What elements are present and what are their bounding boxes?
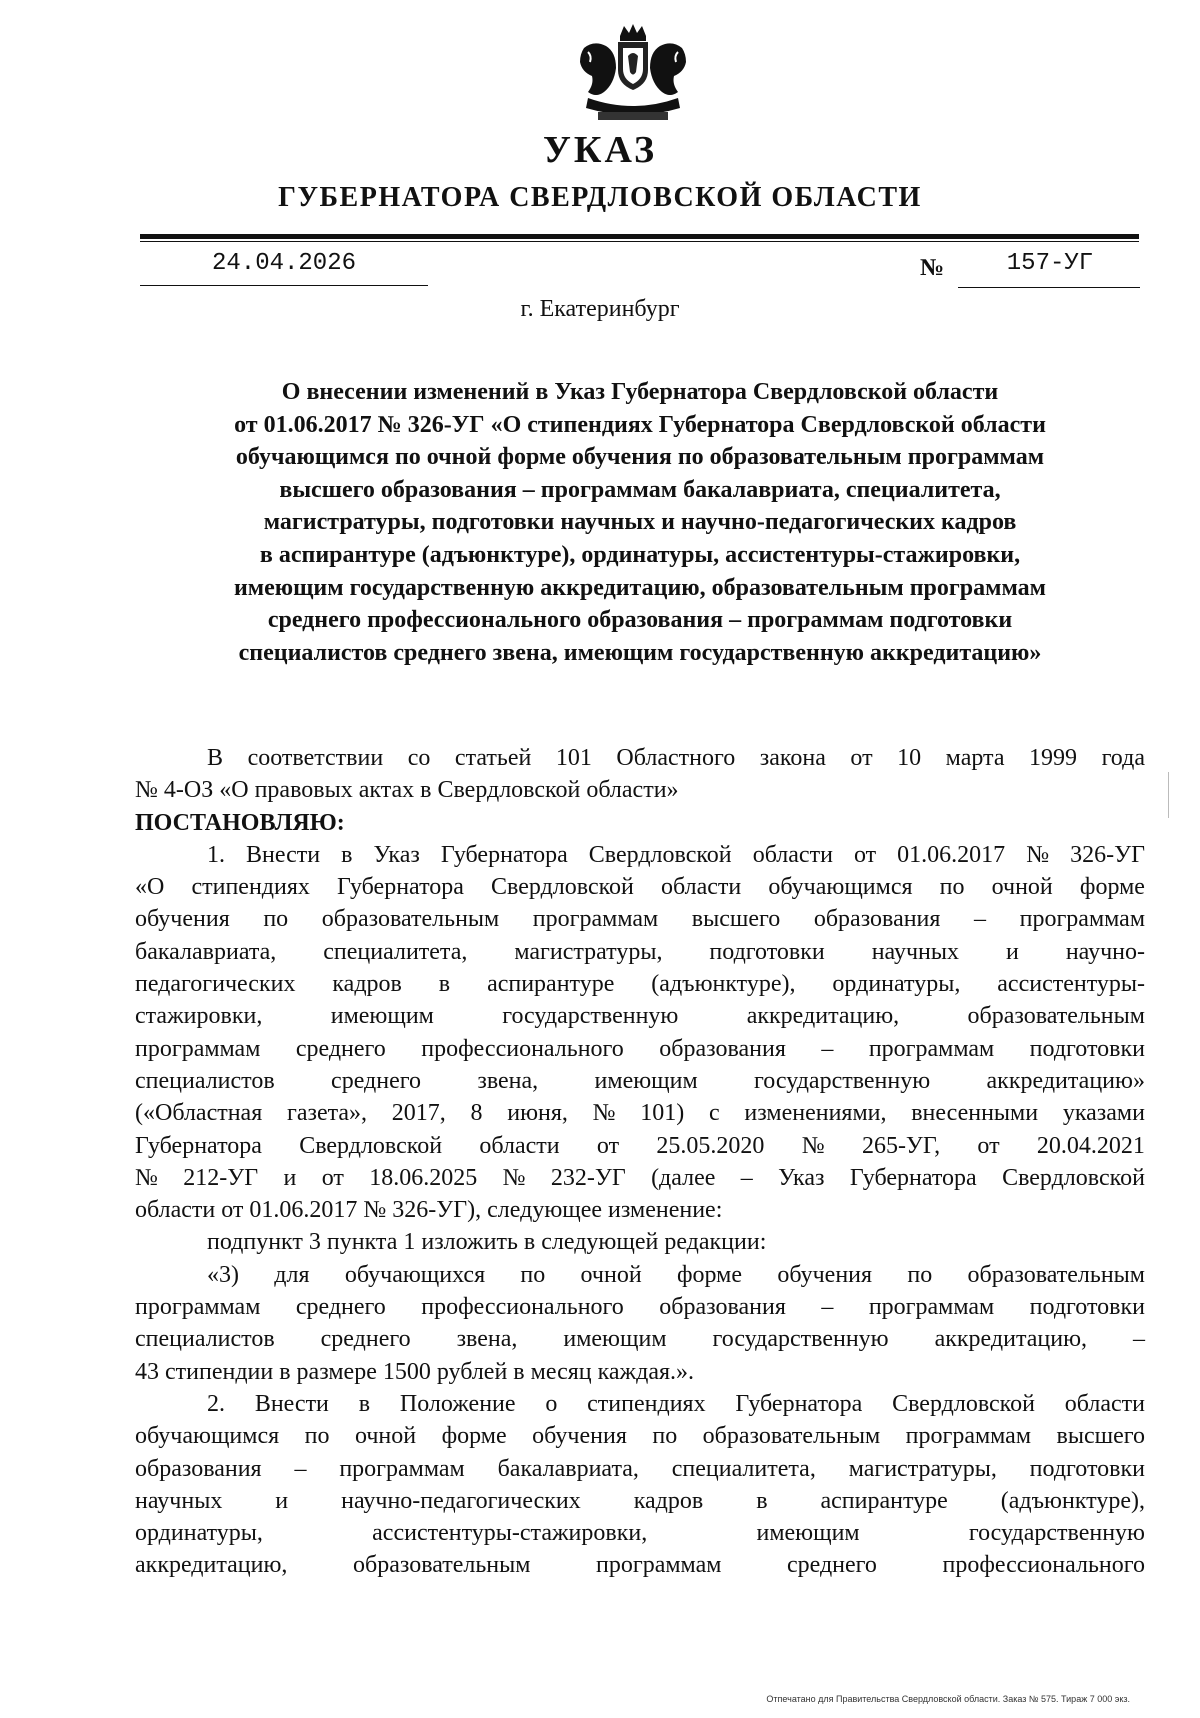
body-word: форме — [676, 1261, 743, 1288]
body-word: Положение — [399, 1390, 516, 1417]
body-word: 101) — [640, 1100, 685, 1127]
body-word: образования — [659, 1294, 786, 1321]
body-word: «3) — [207, 1261, 239, 1288]
document-type-title: УКАЗ — [543, 129, 657, 171]
body-word: области — [661, 874, 742, 901]
body-word: образовательным — [321, 906, 500, 933]
body-line — [135, 1453, 1145, 1485]
body-word: № — [592, 1100, 616, 1127]
body-word: с — [709, 1100, 720, 1127]
body-word: обучающимся — [135, 1423, 280, 1450]
body-word: среднего — [786, 1552, 877, 1579]
body-word: программам — [868, 1035, 995, 1062]
body-word: высшего — [691, 906, 781, 933]
body-word: программам — [339, 1455, 465, 1482]
body-line — [135, 936, 1145, 968]
body-word: соответствии — [247, 745, 384, 771]
body-word: по — [907, 1261, 933, 1288]
body-word: образовательным — [967, 1261, 1145, 1288]
number-underline — [958, 287, 1140, 288]
body-line — [135, 1259, 1145, 1291]
body-word: 20.04.2021 — [1036, 1132, 1145, 1159]
header-divider-thin — [140, 241, 1139, 242]
body-word: в — [756, 1487, 768, 1514]
body-word: Внести — [246, 841, 321, 868]
body-line — [135, 1420, 1145, 1452]
body-word: Свердловской — [299, 1132, 443, 1159]
title-line: в аспирантуре (адъюнктуре), ординатуры, ассистентуры-стажировки, — [259, 541, 1021, 568]
body-word: среднего — [331, 1067, 421, 1094]
body-line — [135, 968, 1145, 1000]
body-word: обучающимся — [768, 874, 913, 901]
body-line: ПОСТАНОВЛЯЮ: — [135, 809, 345, 836]
body-word: изменениями, — [744, 1100, 887, 1127]
body-word: – — [294, 1455, 307, 1482]
body-word: бакалавриата, — [135, 938, 277, 965]
body-word: по — [939, 874, 965, 901]
body-word: высшего — [1056, 1423, 1145, 1450]
body-word: Губернатора — [440, 841, 568, 868]
decree-date: 24.04.2026 — [211, 250, 357, 277]
body-word: области — [752, 841, 833, 868]
body-word: среднего — [295, 1035, 386, 1062]
body-word: форме — [441, 1423, 507, 1450]
body-word: 8 — [470, 1100, 483, 1127]
body-word: марта — [945, 745, 1005, 771]
body-line: подпункт 3 пункта 1 изложить в следующей редакции: — [207, 1229, 767, 1256]
body-word: июня, — [507, 1100, 568, 1127]
body-line — [135, 1517, 1145, 1549]
body-word: в — [341, 841, 353, 868]
body-word: образовательным — [352, 1552, 531, 1579]
body-word: 101 — [555, 745, 592, 771]
body-word: научно-педагогических — [341, 1487, 581, 1514]
decree-title — [140, 376, 1140, 669]
body-word: стажировки, — [135, 1003, 263, 1030]
number-sign: № — [920, 255, 945, 281]
body-word: – — [1132, 1326, 1145, 1353]
body-word: указами — [1062, 1100, 1145, 1127]
body-word: научно- — [1065, 938, 1145, 965]
title-line: специалистов среднего звена, имеющим государственную аккредитацию» — [238, 639, 1042, 666]
body-line — [135, 1033, 1145, 1065]
body-word: – — [821, 1294, 834, 1321]
body-word: года — [1101, 745, 1145, 771]
body-word: («Областная — [135, 1100, 263, 1127]
date-underline — [140, 285, 428, 286]
body-word: образовательным — [702, 1423, 881, 1450]
body-word: – — [740, 1164, 753, 1191]
body-word: подготовки — [1029, 1035, 1145, 1062]
body-line — [135, 1323, 1145, 1355]
issuer-title: ГУБЕРНАТОРА СВЕРДЛОВСКОЙ ОБЛАСТИ — [278, 182, 922, 213]
title-line: среднего профессионального образования – программам подготовки — [267, 607, 1013, 634]
body-word: 326-УГ — [1070, 841, 1145, 868]
body-word: имеющим — [756, 1520, 860, 1547]
body-word: статьей — [454, 745, 532, 771]
body-word: № — [135, 1164, 158, 1191]
body-word: программам — [1019, 906, 1145, 933]
body-word: обучения — [777, 1261, 873, 1288]
body-word: по — [304, 1423, 330, 1450]
body-line: 43 стипендии в размере 1500 рублей в месяц каждая.». — [135, 1358, 695, 1385]
body-word: профессионального — [421, 1294, 624, 1321]
title-line: имеющим государственную аккредитацию, образовательным программам — [233, 574, 1047, 601]
coat-of-arms-icon — [574, 22, 692, 126]
body-word: области — [479, 1132, 560, 1159]
body-word: и — [283, 1164, 297, 1191]
body-line — [135, 1549, 1145, 1581]
issue-city: г. Екатеринбург — [520, 296, 680, 322]
body-word: от — [853, 841, 877, 868]
body-word: магистратуры, — [514, 938, 663, 965]
body-word: аккредитацию» — [986, 1067, 1145, 1094]
body-word: очной — [354, 1423, 417, 1450]
body-word: 18.06.2025 — [369, 1164, 478, 1191]
body-word: стипендиях — [587, 1390, 706, 1417]
body-word: 212-УГ — [183, 1164, 259, 1191]
body-word: Губернатора — [735, 1390, 863, 1417]
body-word: № — [502, 1164, 526, 1191]
title-line: высшего образования – программам бакалавриата, специалитета, — [279, 476, 1001, 503]
body-word: области — [1064, 1390, 1145, 1417]
body-word: Губернатора — [337, 874, 464, 901]
body-word: 1. — [207, 841, 225, 868]
body-word: образования — [135, 1455, 262, 1482]
body-word: ординатуры, — [832, 971, 961, 998]
body-word: Губернатора — [849, 1164, 977, 1191]
body-word: (адъюнктуре), — [651, 971, 796, 998]
body-word: государственную — [968, 1520, 1145, 1547]
body-word: имеющим — [563, 1326, 667, 1353]
body-word: очной — [991, 874, 1053, 901]
body-word: Указ — [373, 841, 420, 868]
body-word: в — [358, 1390, 371, 1417]
body-word: специалистов — [135, 1326, 275, 1353]
body-word: звена, — [456, 1326, 518, 1353]
body-word: Свердловской — [892, 1390, 1035, 1417]
body-word: Указ — [778, 1164, 825, 1191]
header-divider-thick — [140, 234, 1139, 239]
body-word: государственную — [754, 1067, 931, 1094]
title-line: О внесении изменений в Указ Губернатора Свердловской области — [281, 379, 999, 405]
body-word: научных — [135, 1487, 223, 1514]
body-word: ассистентуры- — [997, 971, 1145, 998]
body-word: 1999 — [1029, 745, 1078, 771]
body-line — [135, 1000, 1145, 1032]
body-word: (далее — [651, 1164, 716, 1191]
body-word: программам — [135, 1035, 261, 1062]
decree-body — [135, 742, 1145, 1582]
body-word: бакалавриата, — [497, 1455, 639, 1482]
body-word: № — [1026, 841, 1050, 868]
body-word: закона — [759, 745, 826, 771]
body-word: обучения — [532, 1423, 627, 1450]
body-word: и — [1006, 938, 1019, 965]
body-word: 2. — [207, 1390, 225, 1417]
body-word: обучающихся — [344, 1261, 486, 1288]
body-word: Свердловской — [1002, 1164, 1145, 1191]
body-word: программам — [868, 1294, 995, 1321]
body-line — [135, 903, 1145, 935]
body-line — [135, 1291, 1145, 1323]
body-word: педагогических — [135, 971, 296, 998]
margin-mark — [1168, 772, 1169, 818]
body-word: обучения — [135, 906, 230, 933]
decree-number: 157-УГ — [1006, 250, 1094, 277]
body-word: – — [974, 906, 987, 933]
body-line — [135, 742, 1145, 774]
body-word: государственную — [502, 1003, 679, 1030]
body-word: специалитета, — [323, 938, 468, 965]
body-word: специалитета, — [671, 1455, 816, 1482]
body-word: очной — [580, 1261, 642, 1288]
body-word: магистратуры, — [848, 1455, 997, 1482]
body-line — [135, 871, 1145, 903]
body-word: кадров — [332, 971, 402, 998]
body-word: среднего — [320, 1326, 411, 1353]
body-word: имеющим — [330, 1003, 434, 1030]
body-line — [135, 839, 1145, 871]
body-word: аспирантуре — [820, 1487, 948, 1514]
title-line: обучающимся по очной форме обучения по образовательным программам — [235, 444, 1045, 471]
body-word: 01.06.2017 — [897, 841, 1006, 868]
body-word: научных — [871, 938, 960, 965]
body-word: (адъюнктуре), — [1000, 1487, 1145, 1514]
body-word: от — [321, 1164, 344, 1191]
body-word: В — [207, 745, 224, 771]
body-word: в — [438, 971, 451, 998]
body-word: газета», — [286, 1100, 368, 1127]
body-word: 232-УГ — [550, 1164, 626, 1191]
body-word: образования — [659, 1035, 786, 1062]
body-word: форме — [1079, 874, 1145, 901]
body-word: подготовки — [709, 938, 825, 965]
body-line — [135, 1097, 1145, 1129]
body-word: и — [275, 1487, 289, 1514]
body-word: Губернатора — [135, 1132, 262, 1159]
body-word: от — [596, 1132, 620, 1159]
body-word: ординатуры, — [135, 1520, 263, 1547]
body-word: программам — [905, 1423, 1032, 1450]
body-line — [135, 1485, 1145, 1517]
body-word: – — [821, 1035, 834, 1062]
body-word: аккредитацию, — [135, 1552, 288, 1579]
body-word: специалистов — [135, 1067, 275, 1094]
body-word: внесенными — [911, 1100, 1039, 1127]
body-word: ассистентуры-стажировки, — [372, 1520, 648, 1547]
body-line — [135, 1162, 1145, 1194]
body-word: стипендиях — [191, 874, 310, 901]
print-imprint: Отпечатано для Правительства Свердловской области. Заказ № 575. Тираж 7 000 экз. — [766, 1694, 1130, 1704]
title-line: от 01.06.2017 № 326-УГ «О стипендиях Губернатора Свердловской области — [234, 411, 1046, 438]
body-word: Внести — [254, 1390, 329, 1417]
body-word: по — [652, 1423, 678, 1450]
body-line — [135, 1065, 1145, 1097]
body-word: № — [801, 1132, 825, 1159]
body-word: образовательным — [967, 1003, 1145, 1030]
body-word: «О — [135, 874, 165, 901]
body-word: о — [545, 1390, 558, 1417]
body-word: кадров — [633, 1487, 704, 1514]
title-line: магистратуры, подготовки научных и научно-педагогических кадров — [263, 509, 1017, 536]
body-word: для — [274, 1261, 310, 1288]
body-word: 10 — [897, 745, 922, 771]
body-line — [135, 1130, 1145, 1162]
body-word: от — [977, 1132, 1000, 1159]
body-word: программам — [135, 1294, 261, 1321]
body-word: аспирантуре — [487, 971, 615, 998]
body-word: профессионального — [942, 1552, 1145, 1579]
body-line: № 4-ОЗ «О правовых актах в Свердловской области» — [135, 777, 679, 804]
body-word: программам — [532, 906, 659, 933]
body-line: области от 01.06.2017 № 326-УГ), следующее изменение: — [135, 1197, 723, 1224]
body-word: по — [520, 1261, 546, 1288]
body-word: Свердловской — [491, 874, 634, 901]
body-word: звена, — [477, 1067, 539, 1094]
body-word: образования — [813, 906, 941, 933]
body-word: государственную — [712, 1326, 889, 1353]
body-word: 25.05.2020 — [656, 1132, 765, 1159]
body-word: аккредитацию, — [934, 1326, 1087, 1353]
body-word: 2017, — [391, 1100, 446, 1127]
body-word: подготовки — [1029, 1294, 1145, 1321]
body-word: подготовки — [1029, 1455, 1145, 1482]
body-word: имеющим — [594, 1067, 698, 1094]
body-word: Областного — [616, 745, 736, 771]
body-word: аккредитацию, — [746, 1003, 900, 1030]
body-word: по — [263, 906, 289, 933]
body-line — [135, 1388, 1145, 1420]
body-word: среднего — [295, 1294, 386, 1321]
body-word: от — [850, 745, 873, 771]
body-word: Свердловской — [588, 841, 732, 868]
body-word: 265-УГ, — [861, 1132, 941, 1159]
body-word: программам — [596, 1552, 722, 1579]
body-word: со — [407, 745, 431, 771]
body-word: профессионального — [421, 1035, 624, 1062]
